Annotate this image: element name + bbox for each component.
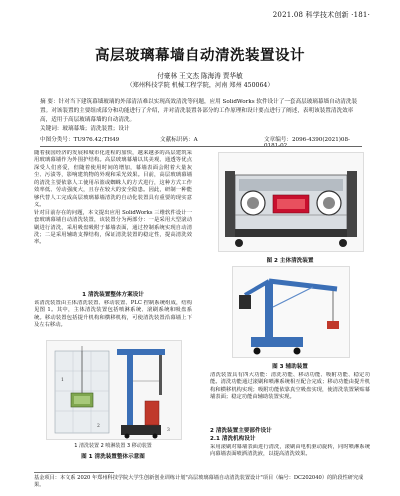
figure-3-caption: 图 3 辅助装置 <box>272 364 308 370</box>
figure-2-drawing <box>219 153 364 252</box>
article-number: 文章编号：2096-4390(2021)08-0181-02 <box>264 137 350 149</box>
running-header: 2021.08 科学技术创新 ·181· <box>272 11 370 19</box>
figure-2 <box>218 152 364 252</box>
figure-1-caption: 图 1 清洗装置整体示意图 <box>81 454 145 460</box>
right-column-text: 清洗装置具有四大功能：清洗功能、移动功能、吸附功能、稳定功能。清洗功能通过滚刷和喷淋系统相互配合完成；移动功能由提升机构和横移机构实现；吸附功能依靠真空吸盘实现，使清洗装置紧贴幕墙表面；稳定功能由辅助装置实现。 <box>210 372 370 401</box>
header-rule <box>40 146 362 147</box>
figure-3-drawing <box>233 267 350 358</box>
authors: 付豪林 王文杰 陈海涛 贾华敏 <box>157 72 243 80</box>
section-1-text: 该清洗装置由主体清洗装置、移动装置、PLC 控制系统组成，结构见图 1。其中，主体清洗装置包括喷淋系统、滚刷系统和吸盘系统。移动装置包括提升机构和横移机构，可使清洗装置沿幕墙上下及左右移动。 <box>34 300 192 329</box>
figure-1 <box>46 340 182 440</box>
figure-1-legend: 1 清洗装置 2 喷淋装置 3 移动装置 <box>74 443 152 449</box>
affiliation: （郑州科技学院 机械工程学院，河南 郑州 450064） <box>126 82 274 89</box>
footnote: 基金项目：本文系 2020 年郑州科技学院大学生创新创业训练计划"高层玻璃幕墙自动清洗装置设计"项目（编号：DC202040）的阶段性研究成果。 <box>34 475 364 488</box>
figure-1-drawing <box>47 341 182 440</box>
intro-text: 随着我国经济的发展和城市化进程的加快，越来越多的高层建筑采用玻璃幕墙作为外围护结构。高层玻璃幕墙以其美观、通透等优点深受人们喜爱，但随着使用时间的增加，幕墙表面会附着大量灰尘、污渍等，影响建筑物的外观和采光效果。目前，高层玻璃幕墙的清洗主要依靠人工使用吊篮或蜘蛛人的方式进行，这种方式工作效率低、劳动强度大，且存在较大的安全隐患。因此，研制一种能够代替人工完成高层玻璃幕墙清洗的自动化装置具有重要的现实意义。 针对目前存在的问题，本文提出应用 SolidWorks 三维软件设计一套玻璃幕墙自动清洗装置，该装置分为两部分：一是采用大型滚动刷进行清洗，采用吸盘吸附于幕墙表面，通过控制系统实现自动清洗；二是采用辅助支撑结构，保证清洗装置的稳定性，提高清洗效率。 <box>34 150 192 246</box>
section-2-1-heading: 2.1 清洗机构设计 <box>210 436 256 442</box>
abstract: 摘 要：针对当下建筑幕墙玻璃的外部清洁难以实现高效清洗等问题，应用 SolidWorks 软件设计了一套高层玻璃幕墙自动清洗装置。对该装置的主要组成部分和功能进行了介绍，并对清洗装置各部分的工作原理和设计要点进行了阐述，表明该装置清洗效率高，适用于高层玻璃幕墙的自动清洗。 <box>40 99 358 123</box>
keywords: 关键词：玻璃幕墙；清洗装置；设计 <box>40 126 130 132</box>
svg-text:2: 2 <box>97 424 100 429</box>
document-code: 文献标识码：A <box>160 137 198 143</box>
paper-title: 高层玻璃幕墙自动清洗装置设计 <box>95 48 305 64</box>
figure-2-caption: 图 2 主体清洗装置 <box>266 258 314 264</box>
svg-text:1: 1 <box>61 378 64 383</box>
footnote-rule <box>34 472 114 473</box>
figure-3 <box>232 266 350 358</box>
section-2-heading: 2 清洗装置主要部件设计 <box>210 428 272 434</box>
classification-line <box>40 135 362 149</box>
section-2-1-text: 采用滚刷对幕墙表面进行清洗，滚刷由电机驱动旋转，同时喷淋系统向幕墙表面喷洒清洗液，以提高清洗效果。 <box>210 444 370 458</box>
clc-number: 中图分类号：TU976.42;TH49 <box>40 137 120 143</box>
svg-text:3: 3 <box>167 428 170 433</box>
section-1-heading: 1 清洗装置整体方案设计 <box>82 292 144 298</box>
